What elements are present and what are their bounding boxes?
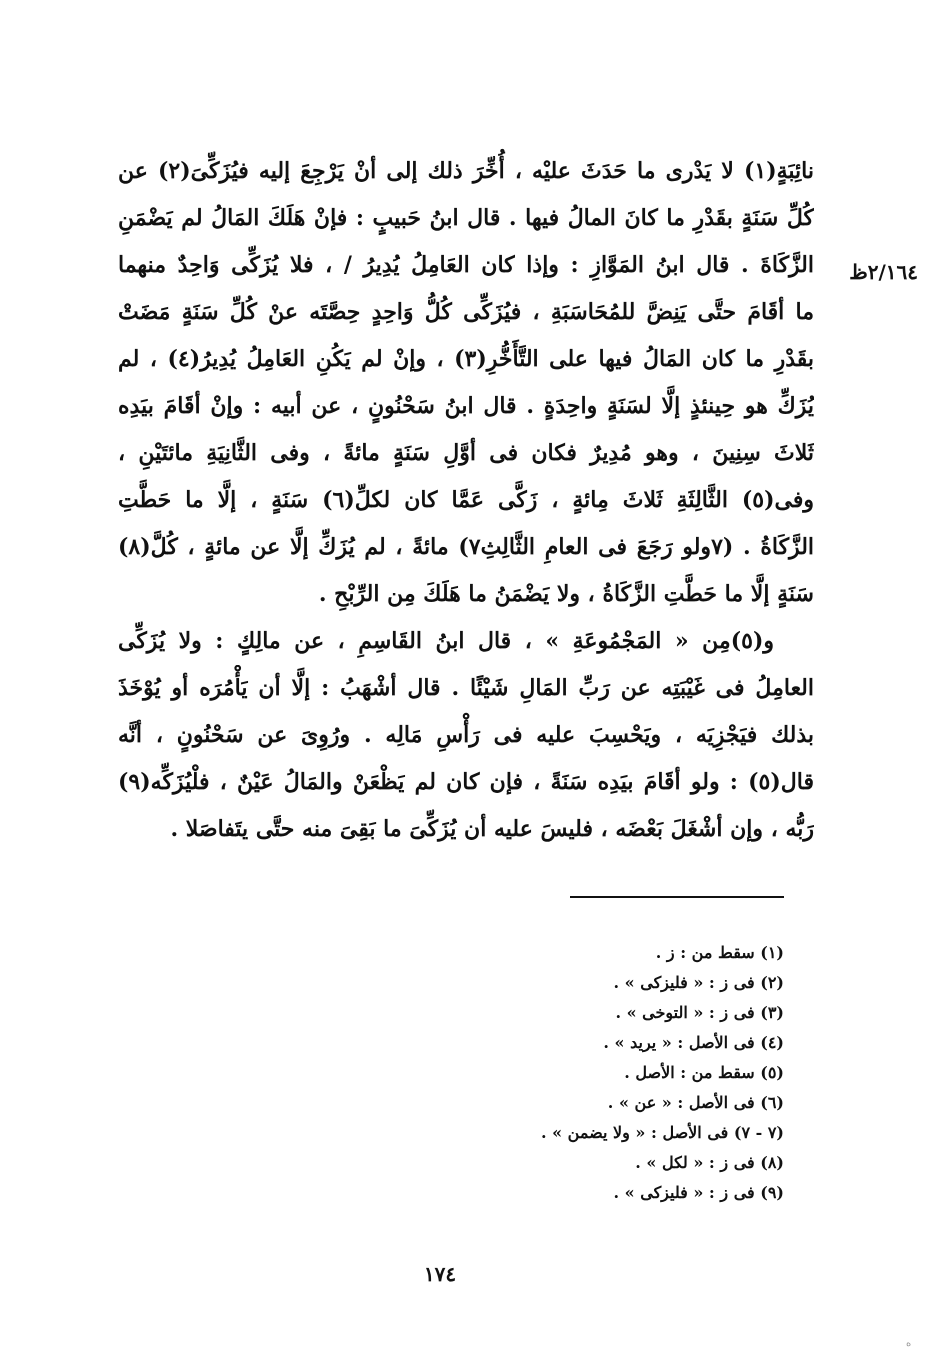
text-line: الزَّكَاةَ . قال ابنُ المَوَّازِ : وإذا كان العَامِلُ يُدِيرُ / ، فلا يُزَكِّى وَاحِدٌ منهما: [118, 252, 814, 278]
footnote: (٨) فى ز : « لكل » .: [635, 1153, 784, 1172]
text-line: قال(٥) : ولو أقَامَ بيَدِه سَنَةً ، فإن كان لم يَظْعَنْ والمَالُ عَيْنٌ ، فلْيُزَكِّه(٩): [118, 769, 814, 795]
text-line: بقَدْرِ ما كان المَالُ فيها على التَّأَخُّرِ(٣) ، وإنْ لم يَكُنِ العَامِلُ يُدِيرُ(٤) ، لم: [118, 346, 814, 372]
text-line: نائِبَةٍ(١) لا يَدْرى ما حَدَثَ عليْه ، أُخِّرَ ذلك إلى أنْ يَرْجِعَ إليه فيُزَكِّىَ(٢) عن: [118, 158, 814, 184]
footnotes: [360, 938, 784, 1208]
page-number: ١٧٤: [423, 1262, 457, 1286]
text-line: ثَلاثَ سِنِينَ ، وهو مُدِيرٌ فكان فى أوَّلِ سَنَةٍ مائةً ، وفى الثَّانِيَةِ مائتَيْنِ ،: [118, 440, 814, 466]
text-line: ما أقَامَ حتَّى يَنِضَّ للمُحَاسَبَةِ ، فيُزَكِّى كُلُّ وَاحِدٍ حِصَّتَه عنْ كُلِّ سَنَةٍ مَضَتْ: [118, 299, 814, 325]
text-line: و(٥)مِن « المَجْمُوعَةِ » ، قال ابنُ القَاسِمِ ، عن مالِكٍ : ولا يُزَكِّى: [118, 628, 774, 654]
footnote: (٣) فى ز : « التوخى » .: [615, 1003, 784, 1022]
footnote: (٥) سقط من : الأصل .: [624, 1063, 784, 1082]
text-line: وفى(٥) الثَّالِثَةِ ثَلاثَ مِائةٍ ، زَكَّى عَمَّا كان لكلِّ(٦) سَنَةٍ ، إلَّا ما حَطَّتِ: [118, 487, 814, 513]
text-line: بذلك فيَجْزِيَه ، ويَحْسِبَ عليه فى رَأْسِ مَالِه . ورُوِىَ عن سَحْنُونٍ ، أنَّه: [118, 722, 814, 748]
footnote-separator: [570, 896, 784, 898]
footnote: (٤) فى الأصل : « يريد » .: [603, 1033, 784, 1052]
text-line: العامِلُ فى غَيْبَتِه عن رَبِّ المَالِ شَيْئًا . قال أشْهَبُ : إلَّا أن يَأْمُرَه أو يُوْخَذَ: [118, 675, 814, 701]
margin-folio-note: ٢/١٦٤ظ: [849, 260, 918, 284]
text-line: كُلِّ سَنَةٍ بقَدْرِ ما كانَ المالُ فيها . قال ابنُ حَبيبٍ : فإنْ هَلَكَ المَالُ لم يَضْمَنِ: [118, 205, 814, 231]
footnote: (٧ - ٧) فى الأصل : « ولا يضمن » .: [540, 1123, 784, 1142]
footnote: (٩) فى ز : « فليزكى » .: [613, 1183, 784, 1202]
text-line: الزَّكَاةُ . (٧ولو رَجَعَ فى العامِ الثَّالِثِ٧) مائةً ، لم يُزَكِّ إلَّا عن مائةٍ ، كُلَّ(٨): [118, 534, 814, 560]
footnote: (١) سقط من : ز .: [655, 943, 784, 962]
text-line: سَنَةٍ إلَّا ما حَطَّتِ الزَّكَاةُ ، ولا يَضْمَنُ ما هَلَكَ مِن الرِّبْحِ .: [318, 581, 814, 607]
footnote: (٢) فى ز : « فليزكى » .: [613, 973, 784, 992]
corner-mark: ه: [906, 1338, 912, 1349]
footnote: (٦) فى الأصل : « عن » .: [607, 1093, 784, 1112]
text-line: رَبُّه ، وإن أشْغَلَ بَعْضَه ، فليسَ عليه أن يُزَكِّىَ ما بَقِىَ منه حتَّى يتَفاصَلا .: [170, 816, 814, 842]
text-line: يُزَكِّ هو حِينئذٍ إلَّا لسَنَةٍ واحِدَةٍ . قال ابنُ سَحْنُونٍ ، عن أبيه : وإنْ أقَامَ بيَدِه: [118, 393, 814, 419]
main-text: [118, 148, 814, 853]
